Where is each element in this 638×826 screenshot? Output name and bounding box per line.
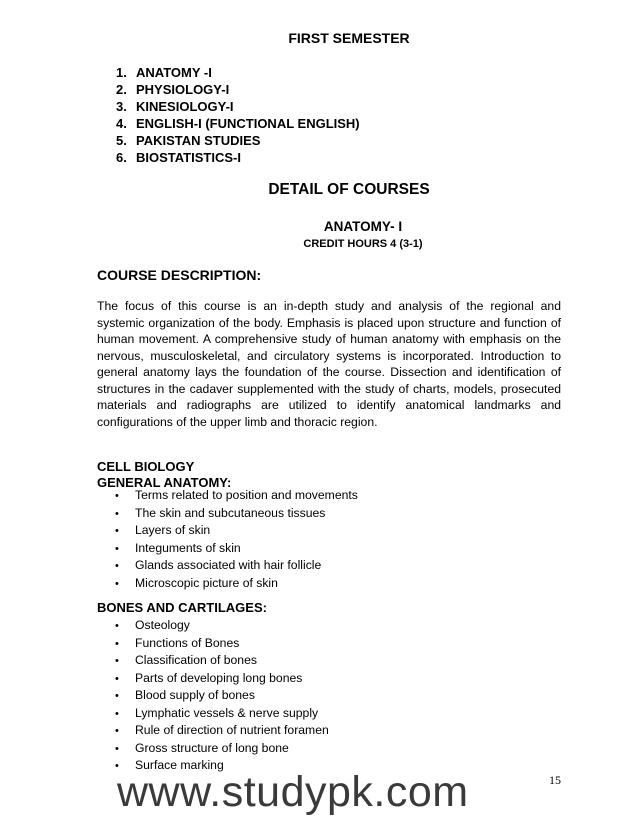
- list-number: 5.: [116, 133, 127, 148]
- list-item-text: Layers of skin: [135, 523, 211, 537]
- list-item: [115, 522, 358, 540]
- page-number: 15: [549, 773, 561, 787]
- list-item: [115, 670, 329, 688]
- subject-label: ENGLISH-I (FUNCTIONAL ENGLISH): [136, 116, 360, 131]
- list-item-text: Functions of Bones: [135, 635, 240, 650]
- bullet-icon: •: [115, 507, 119, 520]
- subject-list: [116, 64, 360, 166]
- bullet-icon: •: [115, 542, 119, 555]
- bullet-icon: •: [115, 525, 119, 537]
- list-item-text: Gross structure of long bone: [135, 740, 289, 755]
- course-title: ANATOMY- I: [323, 219, 403, 234]
- bones-cartilages-list: [115, 617, 329, 775]
- list-item: [116, 64, 360, 81]
- list-item-text: Classification of bones: [135, 653, 257, 667]
- list-item: [115, 687, 329, 705]
- list-item-text: Terms related to position and movements: [135, 488, 358, 502]
- list-item: [115, 705, 329, 723]
- course-description-heading: COURSE DESCRIPTION:: [97, 267, 262, 283]
- general-anatomy-list: [115, 487, 358, 592]
- list-number: 1.: [116, 65, 127, 80]
- list-item: [115, 557, 358, 575]
- list-number: 6.: [116, 150, 127, 165]
- subject-label: PHYSIOLOGY-I: [136, 82, 230, 97]
- list-item-text: Surface marking: [135, 758, 224, 772]
- bullet-icon: •: [115, 672, 119, 685]
- list-item: [115, 722, 329, 740]
- list-item: [116, 98, 360, 115]
- subject-label: BIOSTATISTICS-I: [136, 150, 241, 165]
- bullet-icon: •: [115, 725, 119, 737]
- list-item: [116, 149, 360, 166]
- detail-of-courses-title: DETAIL OF COURSES: [268, 181, 430, 198]
- bullet-icon: •: [115, 560, 119, 572]
- list-item: [115, 635, 329, 653]
- bullet-icon: •: [115, 637, 119, 650]
- list-item: [115, 652, 329, 670]
- list-item: [116, 81, 360, 98]
- list-number: 4.: [116, 116, 127, 131]
- list-item-text: Parts of developing long bones: [135, 670, 303, 685]
- list-item-text: Glands associated with hair follicle: [135, 558, 322, 572]
- list-item: [116, 115, 360, 132]
- list-item-text: Blood supply of bones: [135, 688, 255, 702]
- list-number: 2.: [116, 82, 127, 97]
- bullet-icon: •: [115, 690, 119, 702]
- bullet-icon: •: [115, 742, 119, 755]
- subject-label: ANATOMY -I: [136, 65, 212, 80]
- bullet-icon: •: [115, 655, 119, 667]
- list-item-text: Osteology: [135, 618, 190, 632]
- list-item: [115, 505, 358, 523]
- subject-label: KINESIOLOGY-I: [136, 99, 234, 114]
- subject-label: PAKISTAN STUDIES: [136, 133, 261, 148]
- list-number: 3.: [116, 99, 127, 114]
- cell-biology-heading: CELL BIOLOGY: [97, 459, 195, 474]
- bullet-icon: •: [115, 490, 119, 502]
- list-item: [115, 617, 329, 635]
- general-anatomy-heading: GENERAL ANATOMY:: [97, 475, 232, 490]
- course-description-text: The focus of this course is an in-depth study and analysis of the regional and systemic organization of the body. Emphasis is placed upon structure and function of human movement. A comprehensive study of human anatomy with emphasis on the nervous, musculoskeletal, and circulatory systems is incorporated. Introduction to general anatomy lays the foundation of the course. Dissection and identification of structures in the cadaver supplemented with the study of charts, models, prosecuted materials and radiographs are utilized to identify anatomical landmarks and configurations of the upper limb and thoracic region.: [97, 299, 561, 429]
- list-item-text: Integuments of skin: [135, 540, 241, 555]
- list-item: [115, 575, 358, 593]
- list-item-text: Microscopic picture of skin: [135, 575, 278, 590]
- list-item: [115, 487, 358, 505]
- bones-cartilages-heading: BONES AND CARTILAGES:: [97, 600, 267, 615]
- bullet-icon: •: [115, 707, 119, 720]
- semester-title: FIRST SEMESTER: [288, 30, 410, 46]
- list-item: [115, 540, 358, 558]
- bullet-icon: •: [115, 620, 119, 632]
- bullet-icon: •: [115, 760, 119, 772]
- list-item-text: The skin and subcutaneous tissues: [135, 505, 326, 520]
- list-item: [116, 132, 360, 149]
- list-item-text: Rule of direction of nutrient foramen: [135, 723, 329, 737]
- list-item-text: Lymphatic vessels & nerve supply: [135, 705, 319, 720]
- watermark-url: www.studypk.com: [117, 768, 469, 816]
- credit-hours: CREDIT HOURS 4 (3-1): [303, 238, 423, 250]
- bullet-icon: •: [115, 577, 119, 590]
- list-item: [115, 740, 329, 758]
